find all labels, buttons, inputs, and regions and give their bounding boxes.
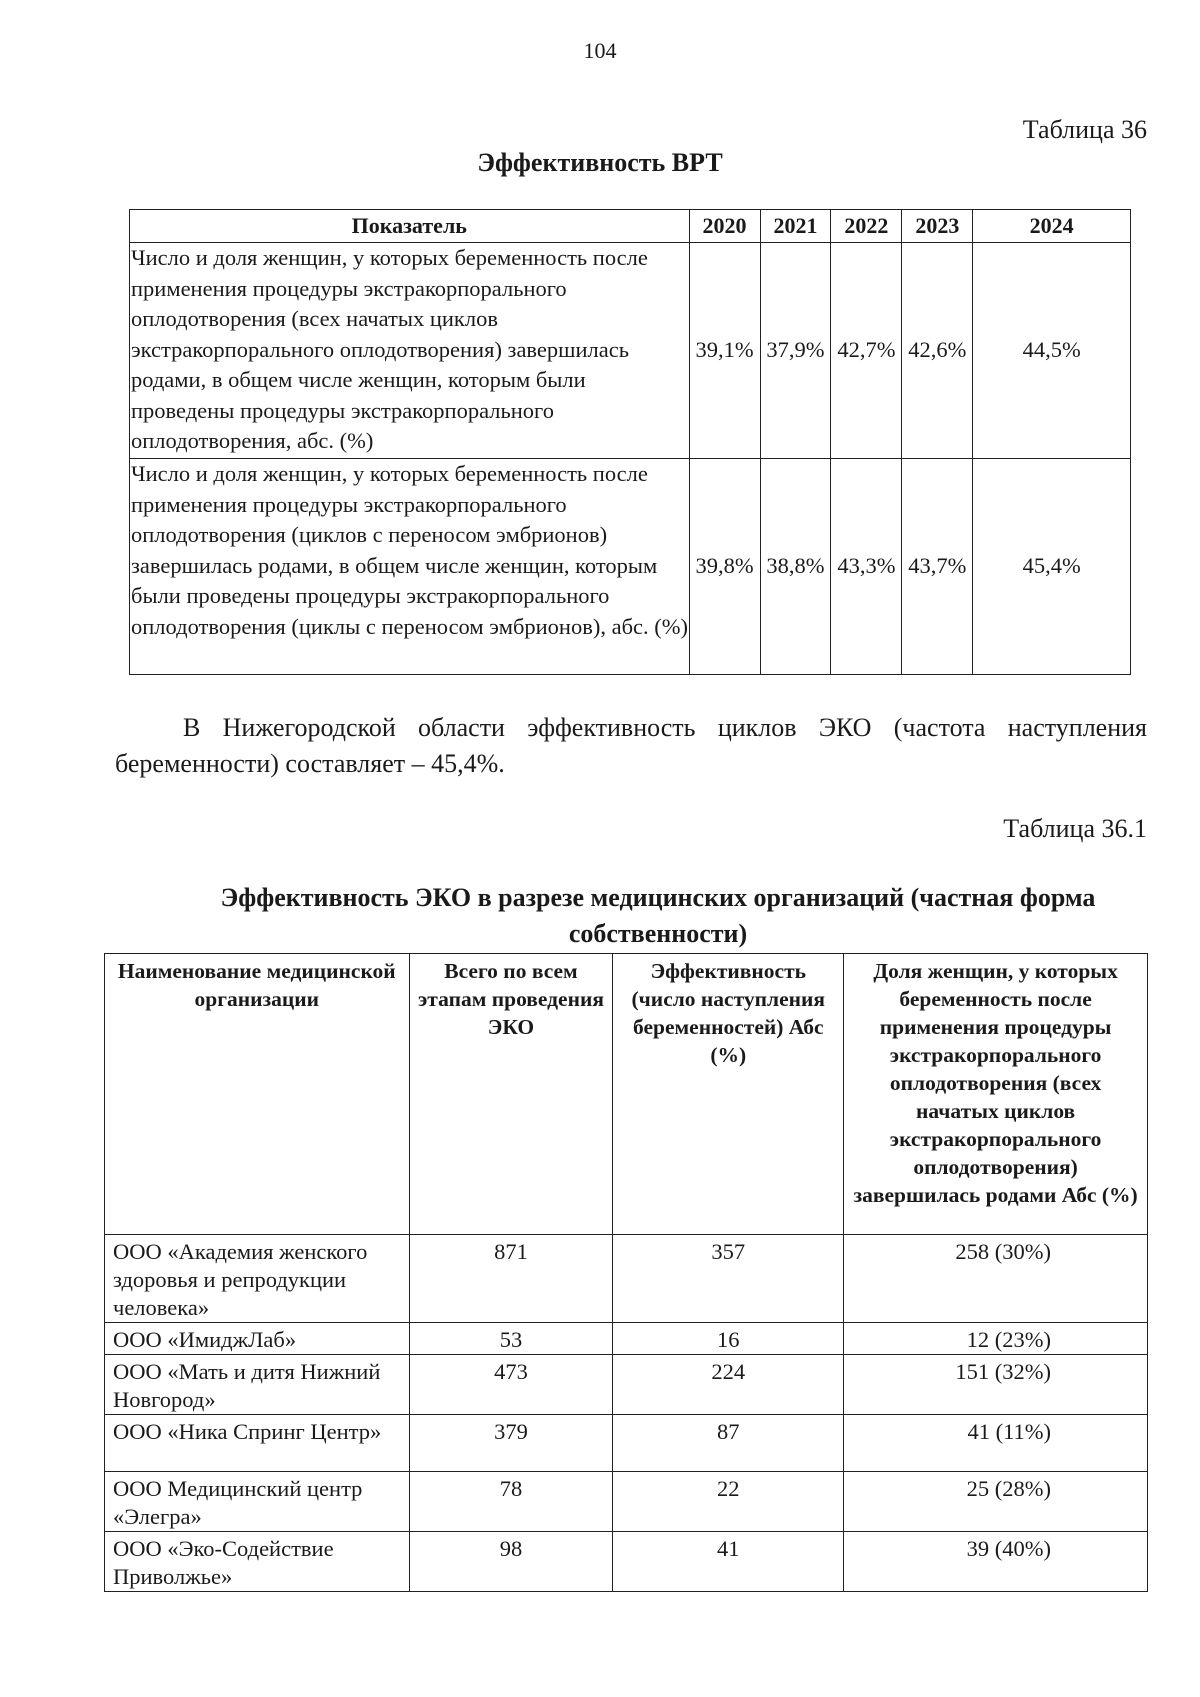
organization-name: ООО «Академия женского здоровья и репродукции человека» — [105, 1235, 410, 1323]
births-cell: 25 (28%) — [844, 1472, 1148, 1532]
table-row — [105, 1355, 1148, 1415]
indicator-cell: Число и доля женщин, у которых беременность после применения процедуры экстракорпорального оплодотворения (циклов с переносом эмбрионов) завершилась родами, в общем числе женщин, которым были проведены процедуры экстракорпорального оплодотворения (циклы с переносом эмбрионов), абс. (%) — [130, 459, 690, 675]
table-row — [105, 1472, 1148, 1532]
header-year-2020: 2020 — [689, 210, 760, 243]
table-36-title: Эффективность ВРТ — [477, 148, 723, 177]
table-row — [105, 1323, 1148, 1355]
table-36-1-caption: Таблица 36.1 — [1003, 814, 1147, 843]
pregnancies-cell: 357 — [613, 1235, 844, 1323]
table-36-header-row — [130, 210, 1131, 243]
births-cell: 41 (11%) — [844, 1415, 1148, 1472]
total-cell: 379 — [409, 1415, 613, 1472]
total-cell: 53 — [409, 1323, 613, 1355]
value-cell: 45,4% — [973, 459, 1131, 675]
header-year-2024: 2024 — [973, 210, 1131, 243]
table-row — [130, 243, 1131, 459]
total-cell: 473 — [409, 1355, 613, 1415]
total-cell: 78 — [409, 1472, 613, 1532]
organization-name: ООО «Мать и дитя Нижний Новгород» — [105, 1355, 410, 1415]
header-total: Всего по всем этапам проведения ЭКО — [409, 954, 613, 1235]
births-cell: 12 (23%) — [844, 1323, 1148, 1355]
summary-paragraph — [115, 710, 1147, 782]
table-36-1-title: Эффективность ЭКО в разрезе медицинских организаций (частная форма собственности) — [220, 883, 1096, 948]
table-36-1 — [104, 953, 1148, 1592]
value-cell: 44,5% — [973, 243, 1131, 459]
total-cell: 871 — [409, 1235, 613, 1323]
value-cell: 37,9% — [760, 243, 831, 459]
pregnancies-cell: 87 — [613, 1415, 844, 1472]
pregnancies-cell: 16 — [613, 1323, 844, 1355]
value-cell: 38,8% — [760, 459, 831, 675]
organization-name: ООО «ИмиджЛаб» — [105, 1323, 410, 1355]
table-row — [105, 1235, 1148, 1323]
table-row — [130, 459, 1131, 675]
header-births-share: Доля женщин, у которых беременность после применения процедуры экстракорпорального оплодотворения (всех начатых циклов экстракорпорального оплодотворения) завершилась родами Абс (%) — [844, 954, 1148, 1235]
header-organization: Наименование медицинской организации — [105, 954, 410, 1235]
value-cell: 42,7% — [831, 243, 902, 459]
table-36-caption: Таблица 36 — [1022, 115, 1147, 144]
page-number: 104 — [583, 38, 617, 63]
births-cell: 151 (32%) — [844, 1355, 1148, 1415]
organization-name: ООО Медицинский центр «Элегра» — [105, 1472, 410, 1532]
births-cell: 258 (30%) — [844, 1235, 1148, 1323]
table-36 — [129, 209, 1131, 675]
value-cell: 39,1% — [689, 243, 760, 459]
table-row — [105, 1415, 1148, 1472]
pregnancies-cell: 22 — [613, 1472, 844, 1532]
value-cell: 42,6% — [902, 243, 973, 459]
header-year-2022: 2022 — [831, 210, 902, 243]
table-row — [105, 1532, 1148, 1592]
header-pregnancies: Эффективность (число наступления беременностей) Абс (%) — [613, 954, 844, 1235]
value-cell: 43,7% — [902, 459, 973, 675]
table-36-1-header-row — [105, 954, 1148, 1235]
births-cell: 39 (40%) — [844, 1532, 1148, 1592]
total-cell: 98 — [409, 1532, 613, 1592]
summary-text: В Нижегородской области эффективность циклов ЭКО (частота наступления беременности) составляет – 45,4%. — [115, 713, 1147, 778]
header-indicator: Показатель — [130, 210, 690, 243]
pregnancies-cell: 41 — [613, 1532, 844, 1592]
organization-name: ООО «Ника Спринг Центр» — [105, 1415, 410, 1472]
value-cell: 39,8% — [689, 459, 760, 675]
header-year-2023: 2023 — [902, 210, 973, 243]
indicator-cell: Число и доля женщин, у которых беременность после применения процедуры экстракорпорального оплодотворения (всех начатых циклов экстракорпорального оплодотворения) завершилась родами, в общем числе женщин, которым были проведены процедуры экстракорпорального оплодотворения, абс. (%) — [130, 243, 690, 459]
value-cell: 43,3% — [831, 459, 902, 675]
organization-name: ООО «Эко-Содействие Приволжье» — [105, 1532, 410, 1592]
pregnancies-cell: 224 — [613, 1355, 844, 1415]
header-year-2021: 2021 — [760, 210, 831, 243]
